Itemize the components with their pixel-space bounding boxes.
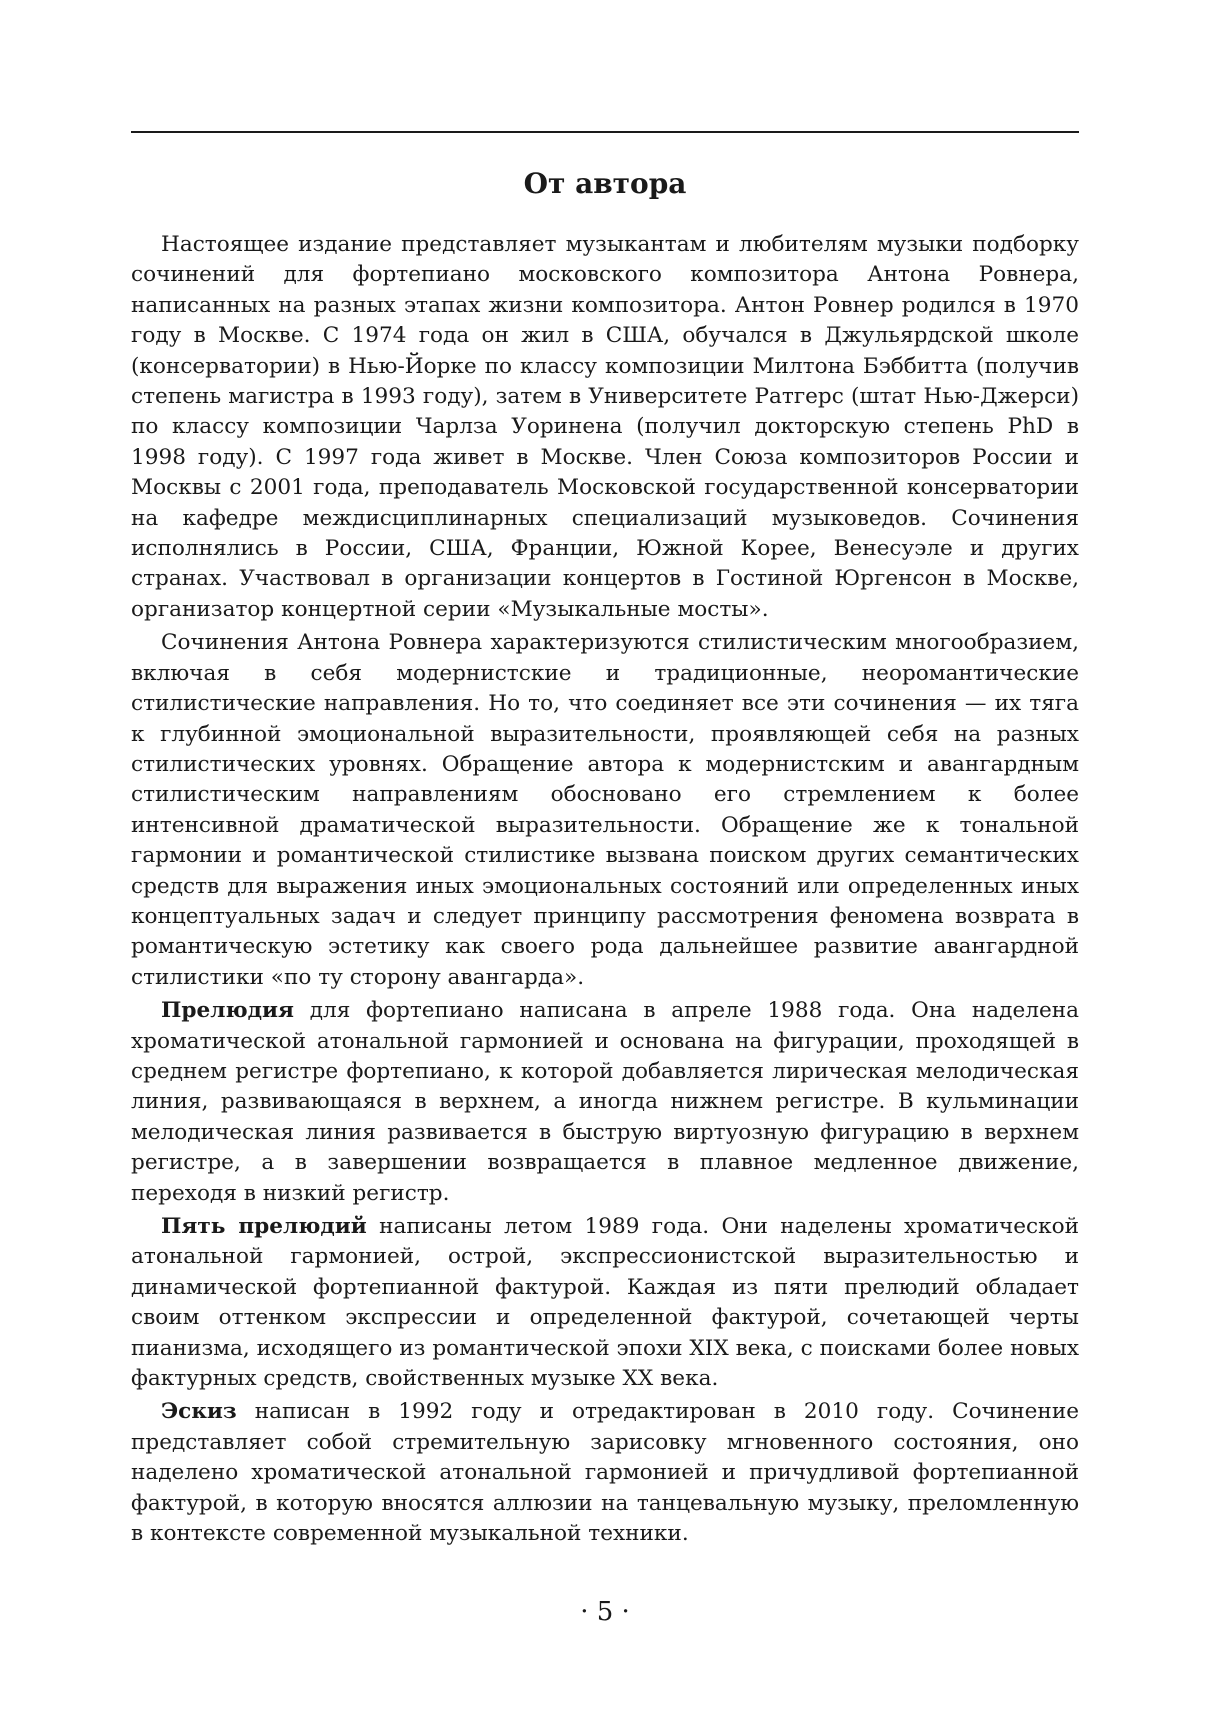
paragraph-author-bio	[131, 230, 1079, 625]
paragraph-style-overview	[131, 628, 1079, 993]
paragraph-text: написан в 1992 году и отредактирован в 2010 году. Сочинение представляет собой стремительную зарисовку мгновенного состояния, оно наделено хроматической атональной гармонией и причудливой фортепианной фактурой, в которую вносятся аллюзии на танцевальную музыку, преломленную в контексте современной музыкальной техники.	[131, 1399, 1079, 1547]
work-title: Эскиз	[161, 1399, 237, 1425]
work-title: Пять прелюдий	[161, 1214, 367, 1239]
body-text	[131, 230, 1079, 1549]
paragraph-text: для фортепиано написана в апреле 1988 года. Она наделена хроматической атональной гармонией и основана на фигурации, проходящей в среднем регистре фортепиано, к которой добавляется лирическая мелодическая линия, развивающаяся в верхнем, а иногда нижнем регистре. В кульминации мелодическая линия развивается в быструю виртуозную фигурацию в верхнем регистре, а в завершении возвращается в плавное медленное движение, переходя в низкий регистр.	[131, 998, 1079, 1206]
paragraph-text: Сочинения Антона Ровнера характеризуются стилистическим многообразием, включая в себя модернистские и традиционные, неоромантические стилистические направления. Но то, что соединяет все эти сочинения — их тяга к глубинной эмоциональной выразительности, проявляющей себя на разных стилистических уровнях. Обращение автора к модернистским и авангардным стилистическим направлениям обосновано его стремлением к более интенсивной драматической выразительности. Обращение же к тональной гармонии и романтической стилистике вызвана поиском других семантических средств для выражения иных эмоциональных состояний или определенных иных концептуальных задач и следует принципу рассмотрения феномена возврата в романтическую эстетику как своего рода дальнейшее развитие авангардной стилистики «по ту сторону авангарда».	[131, 630, 1079, 990]
paragraph-text: написаны летом 1989 года. Они наделены хроматической атональной гармонией, острой, экспрессионистской выразительностью и динамической фортепианной фактурой. Каждая из пяти прелюдий обладает своим оттенком экспрессии и определенной фактурой, сочетающей черты пианизма, исходящего из романтической эпохи XIX века, с поисками более новых фактурных средств, свойственных музыке XX века.	[131, 1214, 1079, 1392]
paragraph-sketch	[131, 1397, 1079, 1549]
paragraph-text: Настоящее издание представляет музыкантам и любителям музыки подборку сочинений для фортепиано московского композитора Антона Ровнера, написанных на разных этапах жизни композитора. Антон Ровнер родился в 1970 году в Москве. С 1974 года он жил в США, обучался в Джульярдской школе (консерватории) в Нью-Йорке по классу композиции Милтона Бэббитта (получив степень магистра в 1993 году), затем в Университете Ратгерс (штат Нью-Джерси) по классу композиции Чарлза Уоринена (получил докторскую степень PhD в 1998 году). С 1997 года живет в Москве. Член Союза композиторов России и Москвы с 2001 года, преподаватель Московской государственной консерватории на кафедре междисциплинарных специализаций музыковедов. Сочинения исполнялись в России, США, Франции, Южной Корее, Венесуэле и других странах. Участвовал в организации концертов в Гостиной Юргенсон в Москве, организатор концертной серии «Музыкальные мосты».	[131, 232, 1079, 622]
page-number: · 5 ·	[580, 1597, 630, 1627]
page-title: От автора	[523, 167, 687, 200]
work-title: Прелюдия	[161, 998, 294, 1024]
paragraph-prelude	[131, 996, 1079, 1209]
header-rule	[131, 131, 1079, 133]
paragraph-five-preludes	[131, 1212, 1079, 1394]
